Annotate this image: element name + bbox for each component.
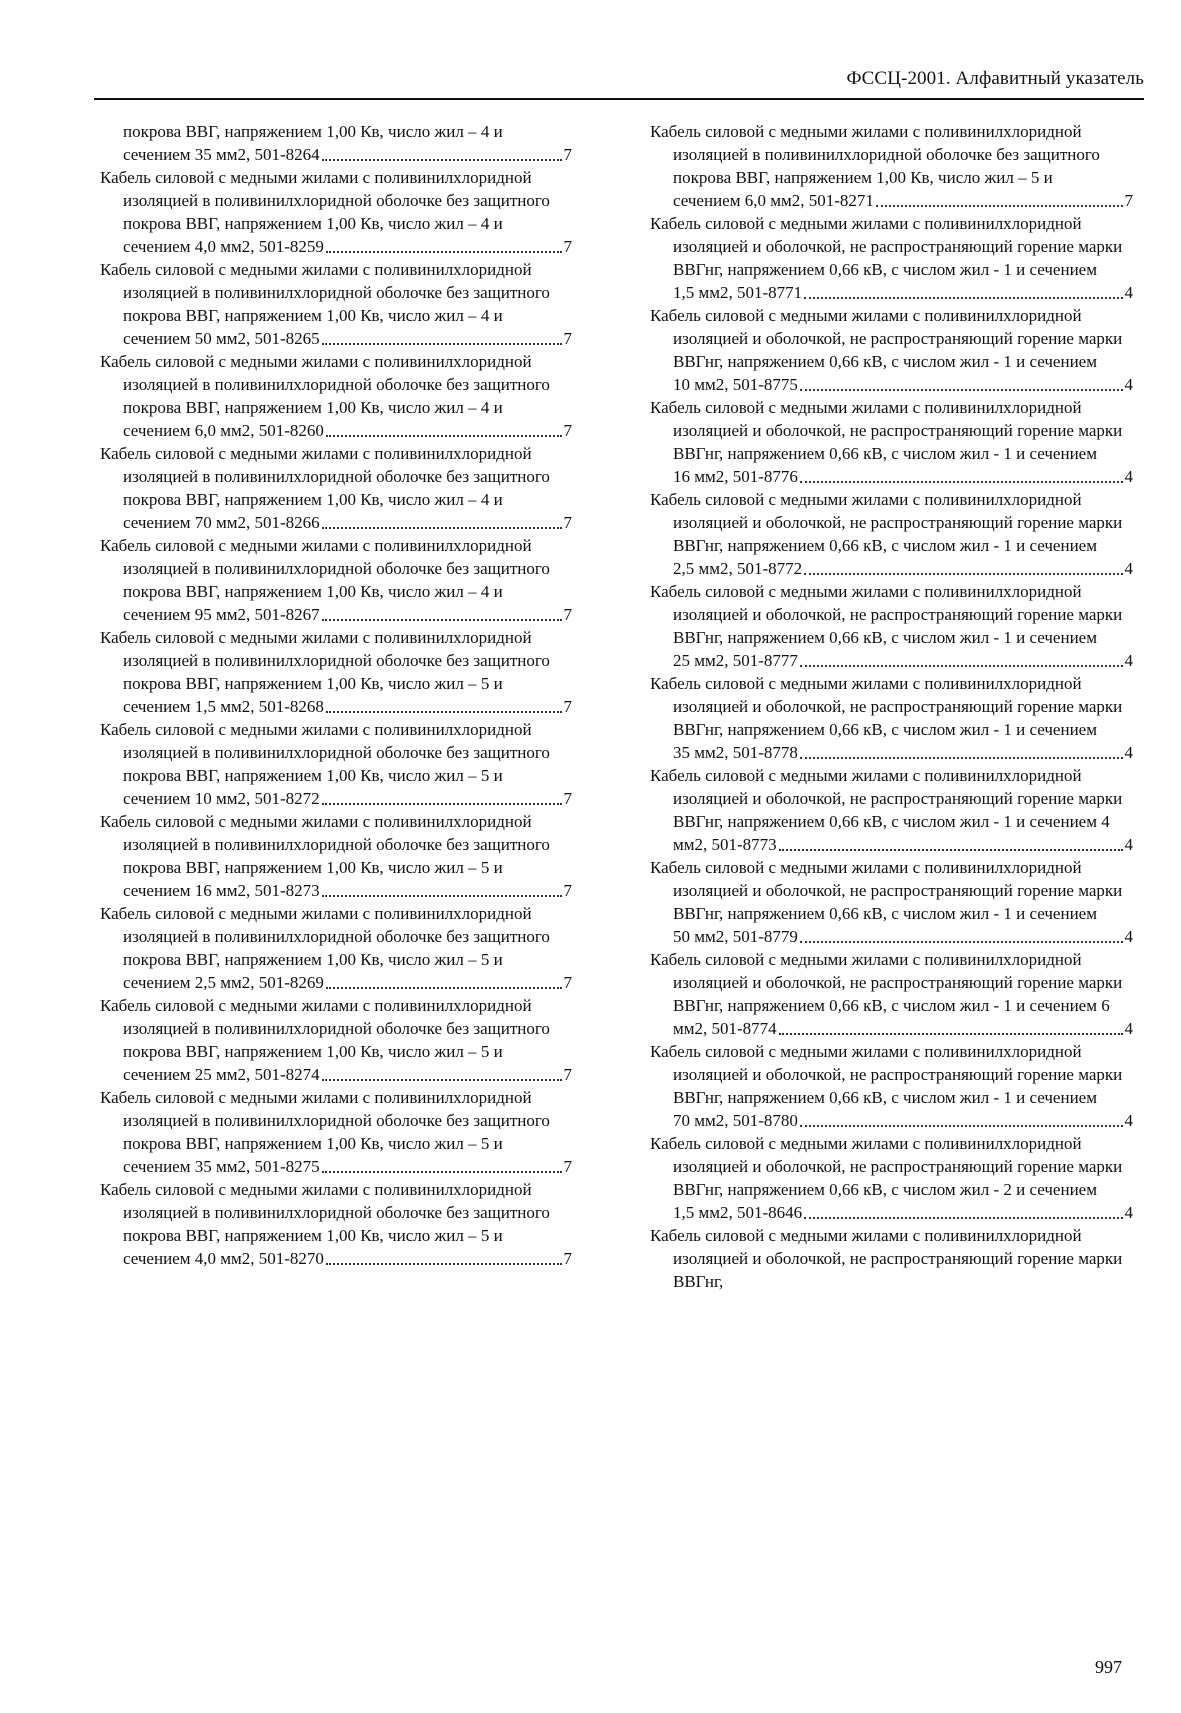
entry-text: Кабель силовой с медными жилами с поливинилхлоридной изоляцией в поливинилхлоридной оболочке без защитного покрова ВВГ, напряжением 1,00 Кв, число жил – 5 и — [100, 1088, 550, 1153]
entry-page-number: 4 — [1124, 743, 1133, 762]
dot-leader — [804, 297, 1122, 299]
dot-leader — [800, 1125, 1123, 1127]
entry-reference: сечением 4,0 мм2, 501-8259 — [123, 237, 324, 256]
entry-reference: 70 мм2, 501-8780 — [673, 1111, 798, 1130]
entry-page-number: 7 — [563, 513, 572, 532]
entry-text: Кабель силовой с медными жилами с поливинилхлоридной изоляцией и оболочкой, не распространяющий горение марки ВВГнг, напряжением 0,66 кВ, с числом жил - 2 и сечением — [650, 1134, 1123, 1199]
entry-reference-line — [650, 649, 1133, 672]
entry-text: Кабель силовой с медными жилами с поливинилхлоридной изоляцией в поливинилхлоридной оболочке без защитного покрова ВВГ, напряжением 1,00 Кв, число жил – 5 и — [100, 996, 550, 1061]
index-entry — [650, 1132, 1133, 1224]
dot-leader — [326, 987, 562, 989]
entry-page-number: 7 — [563, 237, 572, 256]
entry-text: Кабель силовой с медными жилами с поливинилхлоридной изоляцией в поливинилхлоридной оболочке без защитного покрова ВВГ, напряжением 1,00 Кв, число жил – 4 и — [100, 536, 550, 601]
index-entry — [650, 580, 1133, 672]
entry-reference-line — [100, 971, 572, 994]
entry-reference-line — [650, 1201, 1133, 1224]
dot-leader — [800, 481, 1123, 483]
entry-page-number: 4 — [1124, 375, 1133, 394]
entry-reference-line — [100, 603, 572, 626]
entry-reference: 25 мм2, 501-8777 — [673, 651, 798, 670]
right-column — [650, 120, 1133, 1293]
entry-text: покрова ВВГ, напряжением 1,00 Кв, число жил – 4 и — [123, 122, 503, 141]
entry-reference: сечением 50 мм2, 501-8265 — [123, 329, 320, 348]
index-entry — [650, 488, 1133, 580]
index-entry — [650, 948, 1133, 1040]
entry-reference: сечением 4,0 мм2, 501-8270 — [123, 1249, 324, 1268]
entry-page-number: 7 — [563, 973, 572, 992]
entry-text: Кабель силовой с медными жилами с поливинилхлоридной изоляцией в поливинилхлоридной оболочке без защитного покрова ВВГ, напряжением 1,00 Кв, число жил – 4 и — [100, 352, 550, 417]
entry-page-number: 4 — [1124, 1019, 1133, 1038]
entry-page-number: 4 — [1124, 559, 1133, 578]
dot-leader — [876, 205, 1123, 207]
entry-reference: мм2, 501-8774 — [673, 1019, 777, 1038]
entry-page-number: 4 — [1124, 835, 1133, 854]
index-entry — [100, 626, 572, 718]
index-entry — [650, 120, 1133, 212]
entry-reference: мм2, 501-8773 — [673, 835, 777, 854]
entry-text: Кабель силовой с медными жилами с поливинилхлоридной изоляцией и оболочкой, не распространяющий горение марки ВВГнг, напряжением 0,66 кВ, с числом жил - 1 и сечением — [650, 306, 1123, 371]
entry-text: Кабель силовой с медными жилами с поливинилхлоридной изоляцией в поливинилхлоридной оболочке без защитного покрова ВВГ, напряжением 1,00 Кв, число жил – 4 и — [100, 444, 550, 509]
index-entry — [100, 902, 572, 994]
index-entry — [100, 166, 572, 258]
dot-leader — [326, 435, 562, 437]
entry-page-number: 7 — [1124, 191, 1133, 210]
entry-reference-line — [100, 1063, 572, 1086]
entry-reference-line — [650, 1017, 1133, 1040]
entry-reference: сечением 6,0 мм2, 501-8271 — [673, 191, 874, 210]
entry-reference-line — [650, 281, 1133, 304]
entry-text: Кабель силовой с медными жилами с поливинилхлоридной изоляцией в поливинилхлоридной оболочке без защитного покрова ВВГ, напряжением 1,00 Кв, число жил – 5 и — [100, 1180, 550, 1245]
entry-reference: сечением 70 мм2, 501-8266 — [123, 513, 320, 532]
entry-reference: сечением 2,5 мм2, 501-8269 — [123, 973, 324, 992]
index-entry — [100, 810, 572, 902]
index-entry — [100, 1178, 572, 1270]
dot-leader — [322, 527, 562, 529]
dot-leader — [322, 1079, 562, 1081]
entry-text: Кабель силовой с медными жилами с поливинилхлоридной изоляцией и оболочкой, не распространяющий горение марки ВВГнг, напряжением 0,66 кВ, с числом жил - 1 и сечением — [650, 1042, 1123, 1107]
entry-reference: сечением 35 мм2, 501-8275 — [123, 1157, 320, 1176]
dot-leader — [326, 251, 562, 253]
entry-reference-line — [650, 833, 1133, 856]
entry-page-number: 7 — [563, 789, 572, 808]
dot-leader — [322, 619, 562, 621]
dot-leader — [800, 757, 1123, 759]
dot-leader — [322, 895, 562, 897]
entry-reference: 2,5 мм2, 501-8772 — [673, 559, 803, 578]
dot-leader — [804, 1217, 1122, 1219]
entry-page-number: 7 — [563, 605, 572, 624]
entry-reference-line — [100, 511, 572, 534]
entry-page-number: 4 — [1124, 651, 1133, 670]
entry-text: Кабель силовой с медными жилами с поливинилхлоридной изоляцией и оболочкой, не распространяющий горение марки ВВГнг, напряжением 0,66 кВ, с числом жил - 1 и сечением — [650, 490, 1123, 555]
index-entry — [100, 994, 572, 1086]
index-entry — [650, 1224, 1133, 1293]
entry-page-number: 7 — [563, 697, 572, 716]
header-title: ФССЦ-2001. Алфавитный указатель — [846, 68, 1144, 89]
index-entry — [650, 764, 1133, 856]
entry-reference-line — [650, 465, 1133, 488]
entry-page-number: 7 — [563, 1249, 572, 1268]
entry-text: Кабель силовой с медными жилами с поливинилхлоридной изоляцией и оболочкой, не распространяющий горение марки ВВГнг, напряжением 0,66 кВ, с числом жил - 1 и сечением — [650, 214, 1123, 279]
dot-leader — [779, 849, 1123, 851]
entry-text: Кабель силовой с медными жилами с поливинилхлоридной изоляцией и оболочкой, не распространяющий горение марки ВВГнг, напряжением 0,66 кВ, с числом жил - 1 и сечением 4 — [650, 766, 1123, 831]
entry-text: Кабель силовой с медными жилами с поливинилхлоридной изоляцией и оболочкой, не распространяющий горение марки ВВГнг, — [650, 1226, 1123, 1291]
entry-reference: 1,5 мм2, 501-8646 — [673, 1203, 803, 1222]
entry-reference: сечением 1,5 мм2, 501-8268 — [123, 697, 324, 716]
dot-leader — [326, 1263, 562, 1265]
entry-reference-line — [100, 1155, 572, 1178]
index-entry — [100, 718, 572, 810]
entry-reference: сечением 6,0 мм2, 501-8260 — [123, 421, 324, 440]
entry-reference: 1,5 мм2, 501-8771 — [673, 283, 803, 302]
dot-leader — [804, 573, 1122, 575]
entry-text: Кабель силовой с медными жилами с поливинилхлоридной изоляцией и оболочкой, не распространяющий горение марки ВВГнг, напряжением 0,66 кВ, с числом жил - 1 и сечением — [650, 858, 1123, 923]
entry-reference-line — [650, 373, 1133, 396]
entry-text: Кабель силовой с медными жилами с поливинилхлоридной изоляцией в поливинилхлоридной оболочке без защитного покрова ВВГ, напряжением 1,00 Кв, число жил – 5 и — [100, 812, 550, 877]
entry-reference: 10 мм2, 501-8775 — [673, 375, 798, 394]
entry-page-number: 7 — [563, 1065, 572, 1084]
entry-reference-line — [100, 1247, 572, 1270]
entry-reference: сечением 35 мм2, 501-8264 — [123, 145, 320, 164]
entry-page-number: 7 — [563, 145, 572, 164]
entry-text: Кабель силовой с медными жилами с поливинилхлоридной изоляцией в поливинилхлоридной оболочке без защитного покрова ВВГ, напряжением 1,00 Кв, число жил – 5 и — [650, 122, 1100, 187]
dot-leader — [800, 665, 1123, 667]
index-entry — [650, 1040, 1133, 1132]
dot-leader — [322, 803, 562, 805]
entry-reference-line — [100, 235, 572, 258]
entry-reference-line — [650, 925, 1133, 948]
entry-page-number: 4 — [1124, 927, 1133, 946]
entry-page-number: 7 — [563, 421, 572, 440]
index-entry — [100, 1086, 572, 1178]
entry-reference: 35 мм2, 501-8778 — [673, 743, 798, 762]
index-entry — [650, 856, 1133, 948]
entry-reference-line — [650, 557, 1133, 580]
entry-reference-line — [100, 143, 572, 166]
entry-page-number: 7 — [563, 329, 572, 348]
entry-text: Кабель силовой с медными жилами с поливинилхлоридной изоляцией в поливинилхлоридной оболочке без защитного покрова ВВГ, напряжением 1,00 Кв, число жил – 5 и — [100, 904, 550, 969]
index-entry — [100, 258, 572, 350]
entry-reference-line — [650, 741, 1133, 764]
entry-reference-line — [100, 419, 572, 442]
entry-reference: 16 мм2, 501-8776 — [673, 467, 798, 486]
index-entry — [100, 350, 572, 442]
running-header — [94, 64, 1144, 100]
entry-text: Кабель силовой с медными жилами с поливинилхлоридной изоляцией в поливинилхлоридной оболочке без защитного покрова ВВГ, напряжением 1,00 Кв, число жил – 5 и — [100, 628, 550, 693]
entry-page-number: 4 — [1124, 1111, 1133, 1130]
index-entry — [650, 672, 1133, 764]
entry-reference: сечением 10 мм2, 501-8272 — [123, 789, 320, 808]
entry-reference-line — [650, 1109, 1133, 1132]
entry-text: Кабель силовой с медными жилами с поливинилхлоридной изоляцией и оболочкой, не распространяющий горение марки ВВГнг, напряжением 0,66 кВ, с числом жил - 1 и сечением — [650, 674, 1123, 739]
dot-leader — [322, 159, 562, 161]
entry-page-number: 4 — [1124, 283, 1133, 302]
entry-reference-line — [100, 879, 572, 902]
dot-leader — [326, 711, 562, 713]
index-entry — [650, 304, 1133, 396]
index-entry — [650, 212, 1133, 304]
dot-leader — [779, 1033, 1123, 1035]
entry-text: Кабель силовой с медными жилами с поливинилхлоридной изоляцией и оболочкой, не распространяющий горение марки ВВГнг, напряжением 0,66 кВ, с числом жил - 1 и сечением — [650, 398, 1123, 463]
entry-reference-line — [100, 327, 572, 350]
entry-page-number: 4 — [1124, 467, 1133, 486]
left-column — [100, 120, 572, 1270]
entry-reference-line — [100, 695, 572, 718]
dot-leader — [800, 389, 1123, 391]
dot-leader — [322, 343, 562, 345]
entry-page-number: 7 — [563, 1157, 572, 1176]
entry-page-number: 4 — [1124, 1203, 1133, 1222]
index-entry — [100, 120, 572, 166]
entry-reference-line — [650, 189, 1133, 212]
entry-text: Кабель силовой с медными жилами с поливинилхлоридной изоляцией и оболочкой, не распространяющий горение марки ВВГнг, напряжением 0,66 кВ, с числом жил - 1 и сечением 6 — [650, 950, 1123, 1015]
entry-reference: сечением 16 мм2, 501-8273 — [123, 881, 320, 900]
entry-text: Кабель силовой с медными жилами с поливинилхлоридной изоляцией в поливинилхлоридной оболочке без защитного покрова ВВГ, напряжением 1,00 Кв, число жил – 4 и — [100, 260, 550, 325]
page-number: 997 — [1095, 1657, 1122, 1677]
entry-page-number: 7 — [563, 881, 572, 900]
index-entry — [650, 396, 1133, 488]
entry-text: Кабель силовой с медными жилами с поливинилхлоридной изоляцией в поливинилхлоридной оболочке без защитного покрова ВВГ, напряжением 1,00 Кв, число жил – 5 и — [100, 720, 550, 785]
entry-text: Кабель силовой с медными жилами с поливинилхлоридной изоляцией в поливинилхлоридной оболочке без защитного покрова ВВГ, напряжением 1,00 Кв, число жил – 4 и — [100, 168, 550, 233]
entry-reference: 50 мм2, 501-8779 — [673, 927, 798, 946]
entry-text: Кабель силовой с медными жилами с поливинилхлоридной изоляцией и оболочкой, не распространяющий горение марки ВВГнг, напряжением 0,66 кВ, с числом жил - 1 и сечением — [650, 582, 1123, 647]
entry-reference-line — [100, 787, 572, 810]
dot-leader — [322, 1171, 562, 1173]
entry-reference: сечением 25 мм2, 501-8274 — [123, 1065, 320, 1084]
dot-leader — [800, 941, 1123, 943]
index-entry — [100, 534, 572, 626]
index-entry — [100, 442, 572, 534]
entry-reference: сечением 95 мм2, 501-8267 — [123, 605, 320, 624]
